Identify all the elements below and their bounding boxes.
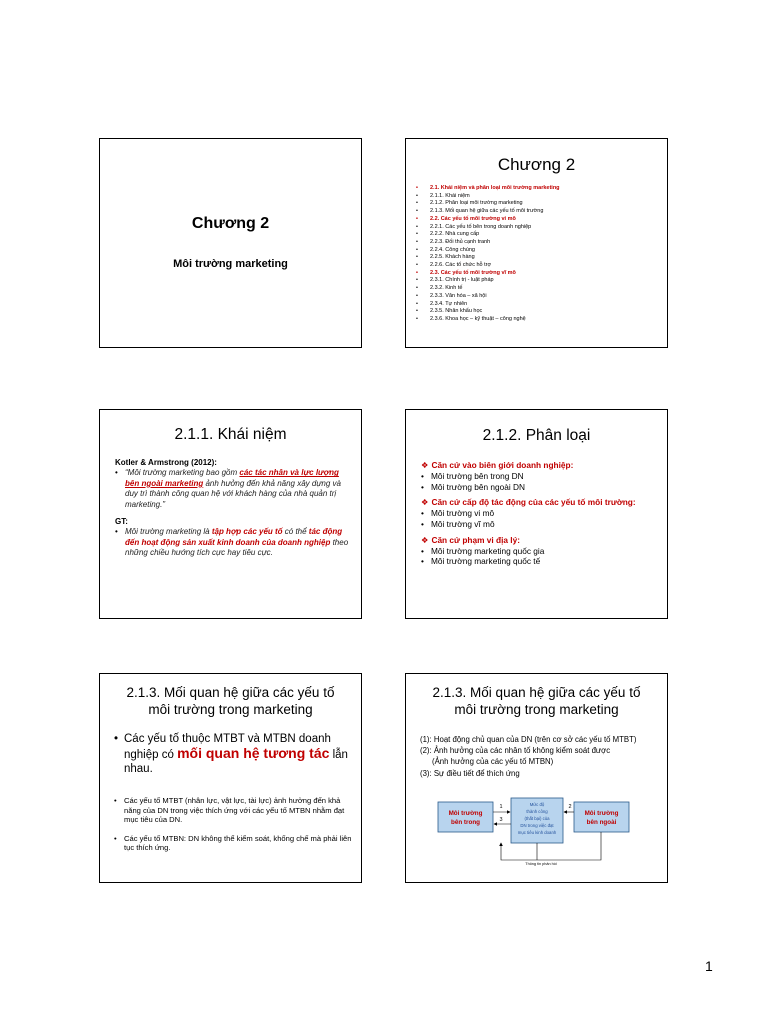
toc-item: • 2.3.3. Văn hóa – xã hội — [416, 292, 487, 299]
diamond-bullet-icon: ❖ — [421, 497, 429, 508]
list-item: • Môi trường vĩ mô — [421, 518, 495, 529]
legend-line: (3): Sự điều tiết để thích ứng — [420, 768, 520, 778]
slide-6-title: 2.1.3. Mối quan hệ giữa các yếu tố môi trường trong marketing — [432, 685, 641, 717]
slide-2 — [405, 138, 668, 348]
gt-text-1: Môi trường marketing là — [125, 527, 212, 537]
gt-definition — [115, 527, 351, 558]
toc-item: • 2.2.3. Đối thủ cạnh tranh — [416, 238, 491, 245]
slide-3 — [99, 409, 362, 619]
toc-item: • 2.2.2. Nhà cung cấp — [416, 231, 480, 238]
outer-environment-line1: Môi trường — [584, 810, 619, 817]
quote-highlight: các tác nhân và lực lượng bên ngoài marketing — [125, 468, 339, 488]
toc-item: • 2.1.2. Phân loại môi trường marketing — [416, 200, 523, 207]
list-item: • Môi trường bên ngoài DN — [421, 481, 526, 492]
inner-environment-line2: bên trong — [450, 819, 481, 826]
legend-line: (1): Hoạt động chủ quan của DN (trên cơ sở các yếu tố MTBT) — [420, 735, 637, 744]
table-of-contents — [416, 185, 560, 324]
toc-item: • 2.2.6. Các tổ chức hỗ trợ — [416, 262, 492, 269]
bullet: • — [114, 733, 119, 745]
group-heading: ❖ Căn cứ cấp độ tác động của các yếu tố môi trường: — [421, 497, 636, 508]
legend-line: (2): Ảnh hưởng của các nhân tố không kiểm soát được — [420, 746, 611, 756]
quote-text-1: “Môi trường marketing bao gồm — [125, 468, 240, 478]
definition-quote — [115, 468, 351, 510]
quote-text-2: ảnh hưởng đến khả năng xây dựng và duy trì thành công quan hệ với khách hàng của nhà quản trị marketing.” — [125, 478, 341, 509]
toc-item: • 2.2.4. Công chúng — [416, 246, 475, 253]
slide-4 — [405, 409, 668, 619]
slide-5-title: 2.1.3. Mối quan hệ giữa các yếu tố môi trường trong marketing — [126, 685, 335, 717]
slide-2-title: Chương 2 — [497, 155, 576, 174]
group-heading: ❖ Căn cứ phạm vi địa lý: — [421, 534, 520, 545]
slide-4-body — [421, 460, 657, 567]
inner-environment-line1: Môi trường — [448, 810, 483, 817]
diamond-bullet-icon: ❖ — [421, 534, 429, 545]
label-1: 1 — [499, 804, 503, 810]
bullet: • — [115, 527, 118, 537]
sub-points — [114, 796, 353, 853]
list-item: • Môi trường bên trong DN — [421, 470, 524, 481]
source-heading: Kotler & Armstrong (2012): — [115, 458, 217, 467]
slide-4-title: 2.1.2. Phân loại — [482, 427, 591, 444]
gt-text-2: có thể — [282, 527, 309, 537]
page-number: 1 — [705, 958, 713, 974]
slide-5 — [99, 673, 362, 883]
group-heading: ❖ Căn cứ vào biên giới doanh nghiệp: — [421, 460, 574, 470]
inner-environment-box — [438, 802, 493, 832]
slide-3-title: 2.1.1. Khái niệm — [174, 426, 287, 443]
label-3: 3 — [499, 817, 503, 823]
main-point: • Các yếu tố thuộc MTBT và MTBN doanh nghiệp có mối quan hệ tương tác lẫn nhau. — [114, 733, 348, 775]
svg-text:DN trong việc đạt: DN trong việc đạt — [520, 823, 554, 828]
toc-item: • 2.3. Các yếu tố môi trường vĩ mô — [416, 269, 516, 276]
toc-item: • 2.1.3. Mối quan hệ giữa các yếu tố môi trường — [416, 208, 544, 215]
list-item: • Môi trường marketing quốc gia — [421, 545, 545, 556]
toc-item: • 2.3.1. Chính trị - luật pháp — [416, 277, 494, 284]
toc-item: • 2.3.4. Tự nhiên — [416, 300, 468, 307]
label-2: 2 — [568, 804, 572, 810]
bullet: • — [115, 468, 118, 478]
toc-item: • 2.3.2. Kinh tế — [416, 285, 463, 292]
toc-item: • 2.1. Khái niệm và phân loại môi trường marketing — [416, 185, 560, 191]
slide-3-body — [115, 458, 351, 559]
list-item: • Các yếu tố MTBT (nhân lực, vật lực, tài lực) ảnh hưởng đến khả năng của DN trong việc thích ứng với các yếu tố MTBN nhằm đạt mục tiêu của DN. — [114, 796, 345, 825]
toc-item: • 2.3.5. Nhân khẩu học — [416, 308, 483, 315]
svg-text:thành công: thành công — [526, 809, 548, 814]
slide-6-legend — [420, 734, 663, 779]
gt-highlight-1: tập hợp các yếu tố — [211, 527, 283, 537]
gt-highlight-2: tác động đến hoạt động sản xuất kinh doanh của doanh nghiệp — [125, 527, 343, 547]
list-item: • Môi trường vi mô — [421, 508, 495, 519]
diamond-bullet-icon: ❖ — [421, 460, 429, 470]
svg-text:mục tiêu kinh doanh: mục tiêu kinh doanh — [517, 830, 557, 835]
slide-1-title: Chương 2 — [191, 215, 270, 232]
slide-1 — [99, 138, 362, 348]
outer-environment-box — [574, 802, 629, 832]
svg-text:(thất bại) của: (thất bại) của — [524, 816, 550, 821]
list-item: • Các yếu tố MTBN: DN không thể kiểm soát, khống chế mà phải liên tục thích ứng. — [114, 833, 352, 853]
outer-environment-line2: bên ngoài — [586, 819, 617, 826]
toc-item: • 2.2. Các yếu tố môi trường vi mô — [416, 215, 516, 222]
gt-text-3: theo những chiều hướng tích cực hay tiêu cực. — [125, 537, 349, 558]
slide-6 — [405, 673, 668, 883]
legend-line: (Ảnh hưởng của các yếu tố MTBN) — [432, 757, 554, 767]
svg-text:Mức độ: Mức độ — [529, 802, 545, 807]
toc-item: • 2.1.1. Khái niệm — [416, 192, 470, 199]
toc-item: • 2.3.6. Khoa học – kỹ thuật – công nghệ — [416, 315, 526, 322]
toc-item: • 2.2.1. Các yếu tố bên trong doanh nghiệp — [416, 223, 532, 230]
list-item: • Môi trường marketing quốc tế — [421, 556, 541, 567]
feedback-label: Thông tin phản hồi — [525, 862, 557, 866]
relationship-diagram — [406, 792, 668, 872]
slide-1-subtitle: Môi trường marketing — [173, 258, 288, 270]
gt-heading: GT: — [115, 517, 128, 527]
toc-item: • 2.2.5. Khách hàng — [416, 254, 475, 261]
main-highlight: mối quan hệ tương tác — [177, 745, 330, 761]
